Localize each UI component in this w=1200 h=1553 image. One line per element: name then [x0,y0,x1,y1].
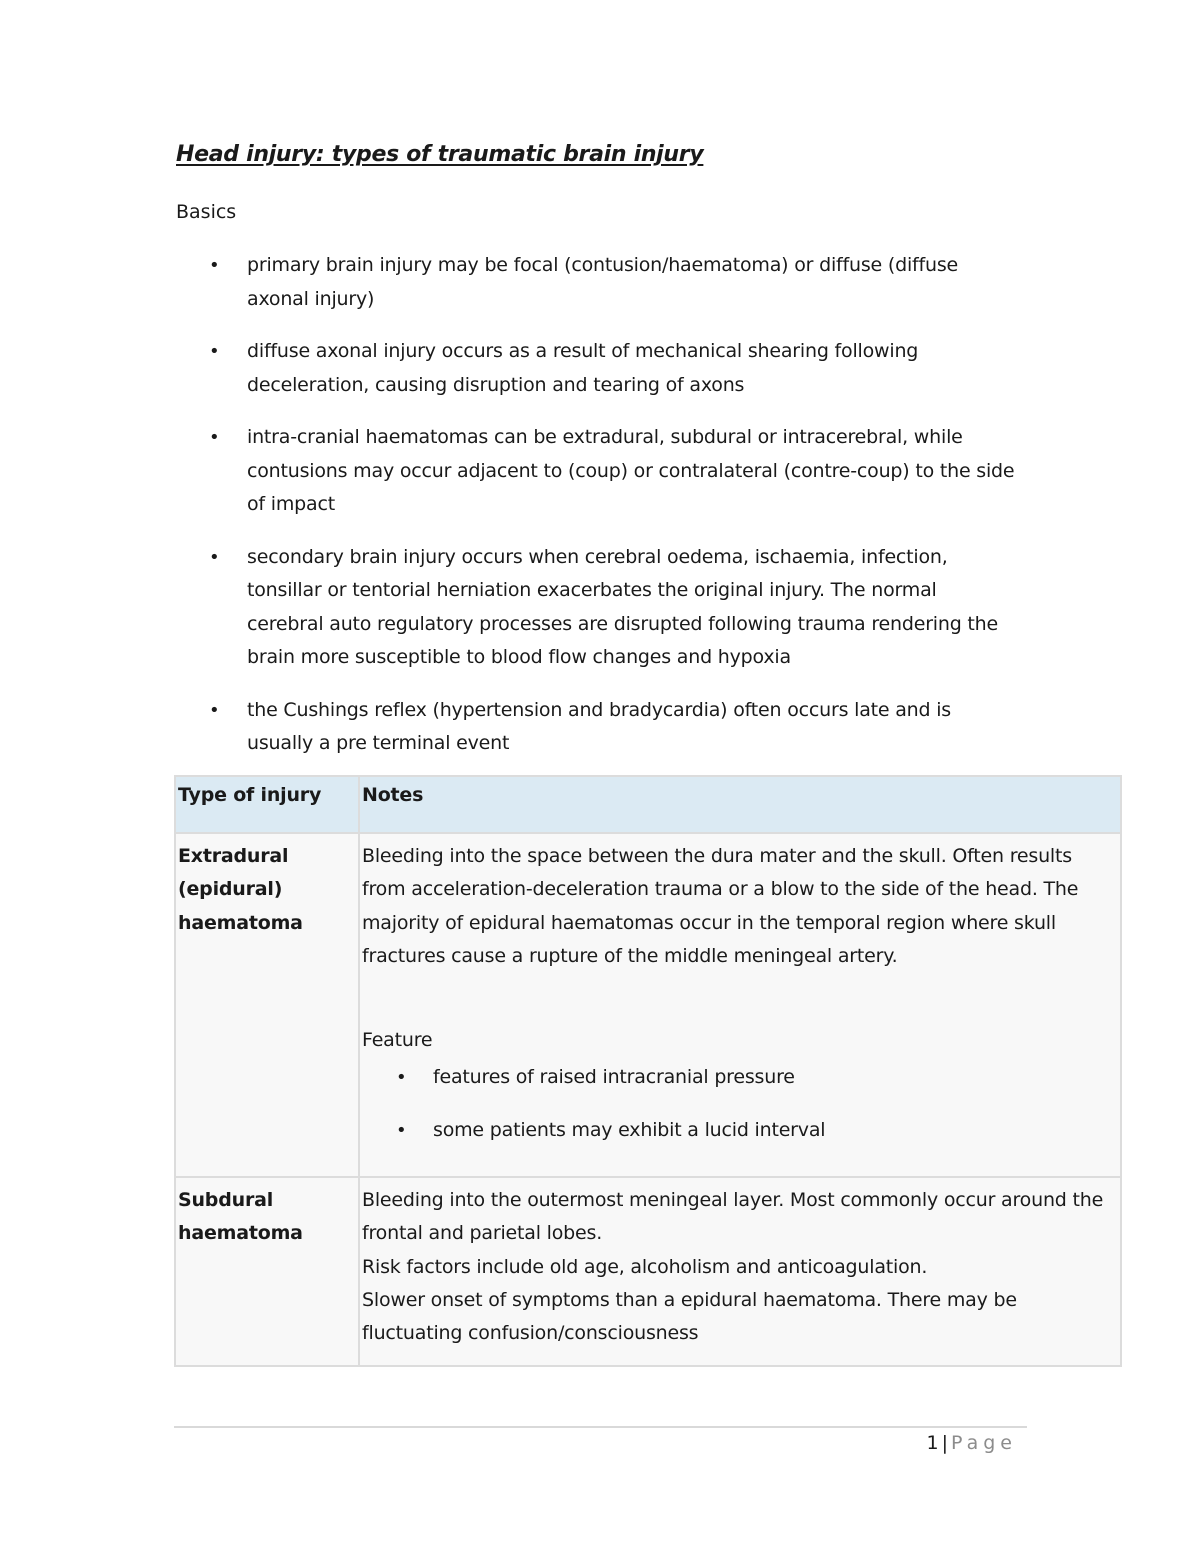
feature-list-item: • some patients may exhibit a lucid interval [362,1114,1118,1147]
basics-list-item: • the Cushings reflex (hypertension and bradycardia) often occurs late and is usually a pre terminal event [176,694,1016,761]
basics-heading: Basics [176,201,237,223]
injury-notes-extradural [359,833,1121,1177]
injury-type-extradural: Extradural (epidural) haematoma [175,833,359,1177]
basics-list-item: • intra-cranial haematomas can be extradural, subdural or intracerebral, while contusions may occur adjacent to (coup) or contralateral (contre-coup) to the side of impact [176,421,1016,522]
footer-separator: | [941,1432,948,1454]
column-header-type: Type of injury [175,776,359,833]
basics-list [176,249,1016,780]
page-footer [927,1430,1018,1456]
injury-type-subdural: Subdural haematoma [175,1177,359,1366]
feature-label: Feature [362,1029,433,1052]
subdural-note-line: Bleeding into the outermost meningeal layer. Most commonly occur around the frontal and parietal lobes. [362,1189,1104,1245]
page-label: Page [951,1432,1017,1454]
basics-list-item: • secondary brain injury occurs when cerebral oedema, ischaemia, infection, tonsillar or tentorial herniation exacerbates the original injury. The normal cerebral auto regulatory processes are disrupted following trauma rendering the brain more susceptible to blood flow changes and hypoxia [176,541,1016,675]
column-header-notes: Notes [359,776,1121,833]
table-row-subdural [175,1177,1121,1366]
footer-divider [174,1426,1027,1428]
injury-types-table [174,775,1122,1367]
feature-list [362,1061,1118,1147]
basics-list-item: • diffuse axonal injury occurs as a result of mechanical shearing following deceleration, causing disruption and tearing of axons [176,335,1016,402]
table-row-extradural [175,833,1121,1177]
injury-notes-subdural [359,1177,1121,1366]
table-header-row [175,776,1121,833]
page-number: 1 [926,1432,939,1454]
feature-list-item: • features of raised intracranial pressure [362,1061,1118,1094]
document-title: Head injury: types of traumatic brain injury [176,142,704,167]
subdural-note-line: Risk factors include old age, alcoholism and anticoagulation. [362,1255,928,1278]
extradural-description: Bleeding into the space between the dura mater and the skull. Often results from acceleration-deceleration trauma or a blow to the side of the head. The majority of epidural haematomas occur in the temporal region where skull fractures cause a rupture of the middle meningeal artery. [362,845,1079,967]
subdural-note-line: Slower onset of symptoms than a epidural haematoma. There may be fluctuating confusion/consciousness [362,1288,1017,1345]
basics-list-item: • primary brain injury may be focal (contusion/haematoma) or diffuse (diffuse axonal injury) [176,249,1016,316]
